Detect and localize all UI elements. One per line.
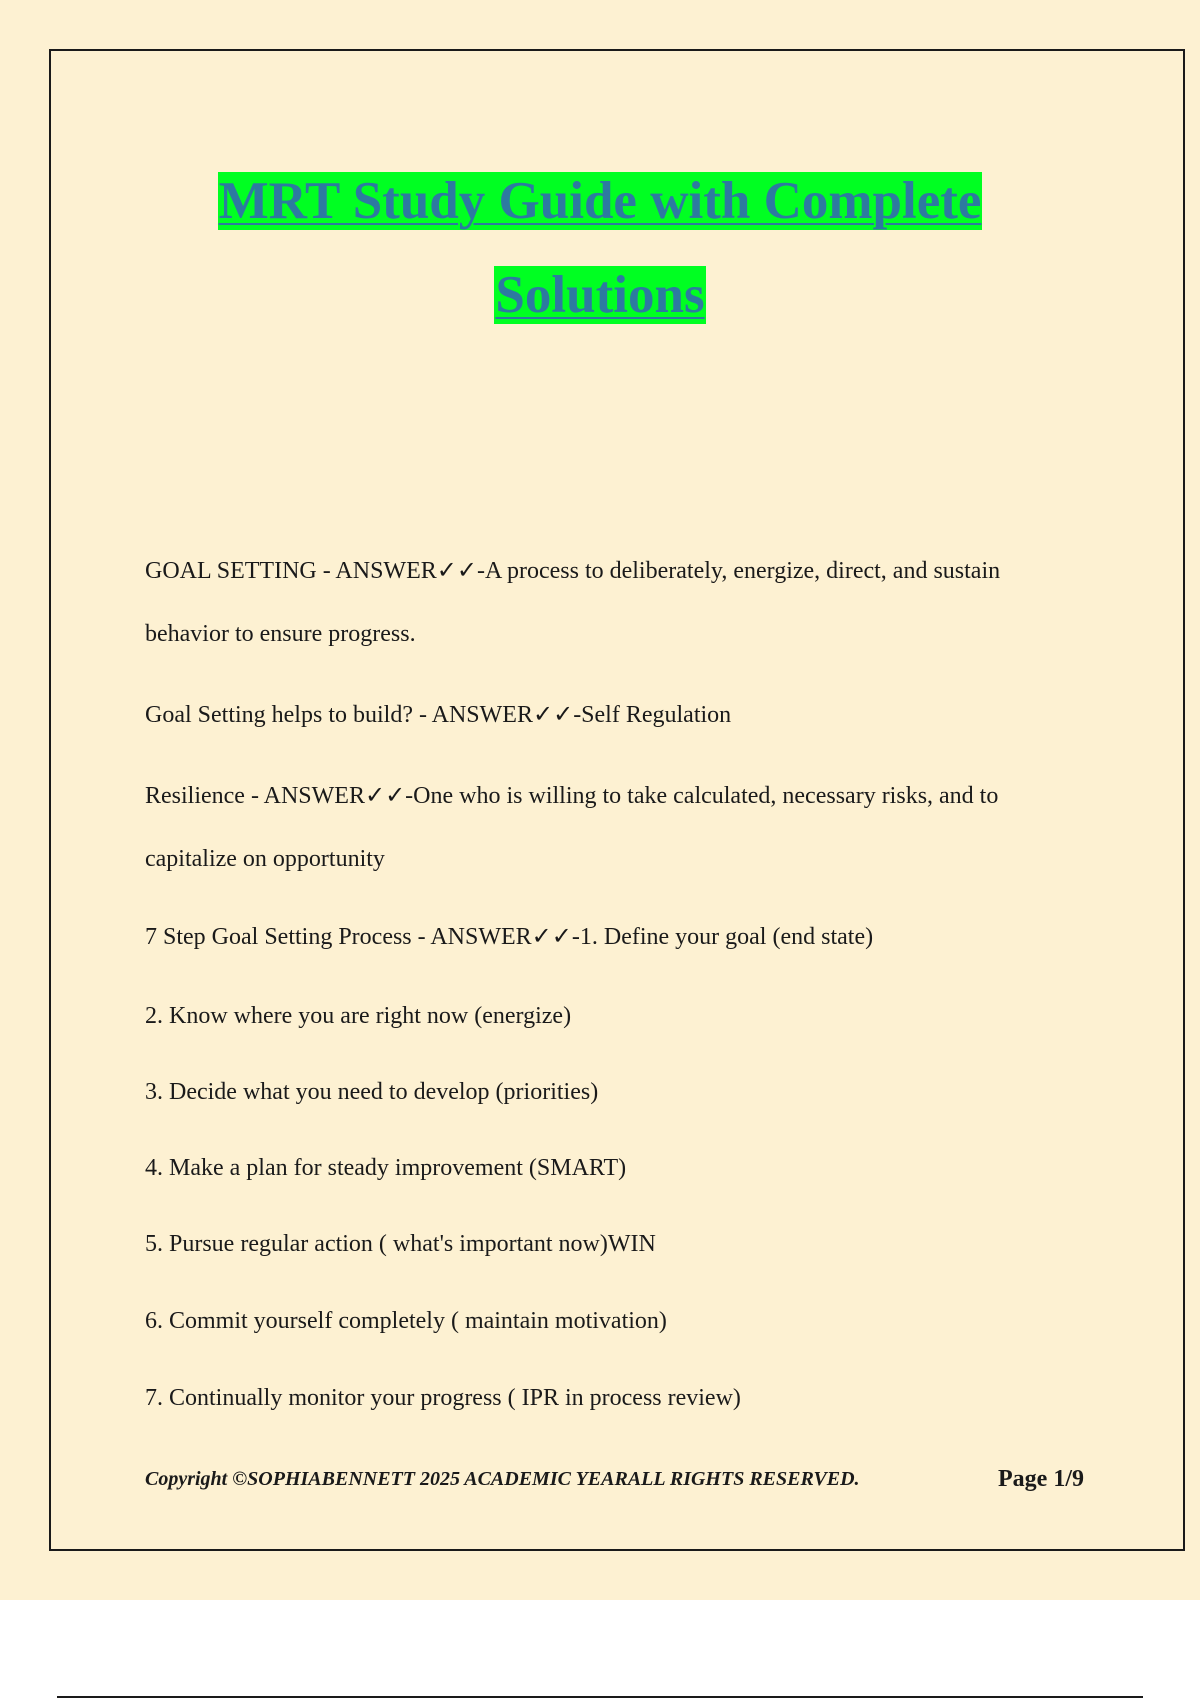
- footer-page-number: Page 1/9: [998, 1466, 1084, 1492]
- entry-step-2: 2. Know where you are right now (energize): [145, 1003, 572, 1029]
- bottom-divider: [57, 1696, 1143, 1698]
- entry-resilience: Resilience - ANSWER✓✓-One who is willing to take calculated, necessary risks, and to: [145, 783, 999, 809]
- title-highlight-2: Solutions: [495, 266, 705, 324]
- entry-step-6: 6. Commit yourself completely ( maintain motivation): [145, 1308, 667, 1334]
- entry-step-5: 5. Pursue regular action ( what's important now)WIN: [145, 1231, 656, 1257]
- title-highlight-1: MRT Study Guide with Complete: [218, 172, 982, 230]
- entry-goal-setting-cont: behavior to ensure progress.: [145, 621, 416, 647]
- entry-step-4: 4. Make a plan for steady improvement (SMART): [145, 1155, 627, 1181]
- document-title-line-1: [0, 170, 1200, 232]
- entry-resilience-cont: capitalize on opportunity: [145, 846, 385, 872]
- entry-step-1: 7 Step Goal Setting Process - ANSWER✓✓-1. Define your goal (end state): [145, 924, 874, 950]
- footer-copyright: Copyright ©SOPHIABENNETT 2025 ACADEMIC YEARALL RIGHTS RESERVED.: [145, 1468, 860, 1490]
- entry-goal-setting: GOAL SETTING - ANSWER✓✓-A process to deliberately, energize, direct, and sustain: [145, 558, 1001, 584]
- document-title-line-2: [0, 264, 1200, 326]
- entry-self-regulation: Goal Setting helps to build? - ANSWER✓✓-Self Regulation: [145, 702, 732, 728]
- entry-step-3: 3. Decide what you need to develop (priorities): [145, 1079, 599, 1105]
- entry-step-7: 7. Continually monitor your progress ( IPR in process review): [145, 1385, 741, 1411]
